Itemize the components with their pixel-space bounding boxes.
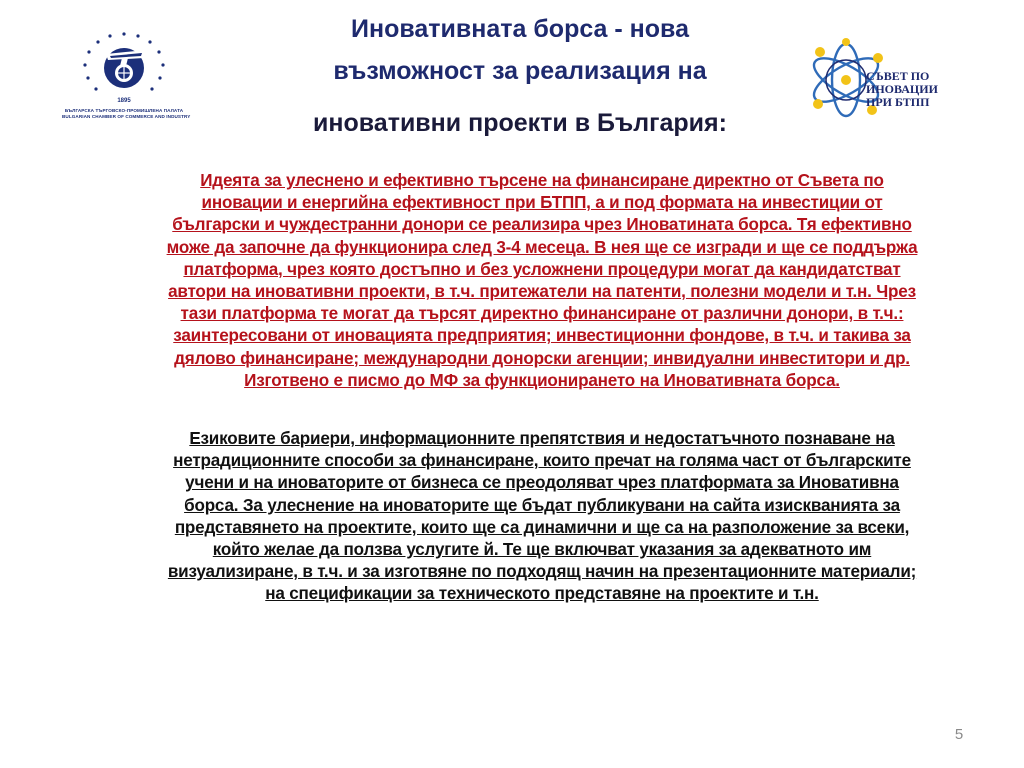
title-line-3: иновативни проекти в България: [313, 109, 727, 137]
bcci-emblem-icon [62, 28, 186, 108]
council-label-line-2: ИНОВАЦИИ [866, 82, 938, 96]
title-line-1: Иновативната борса - нова [351, 15, 689, 43]
bcci-year: 1895 [117, 98, 131, 104]
red-paragraph: Идеята за улеснено и ефективно търсене на финансиране директно от Съвета по иновации и енергийна ефективност при БТПП, а и под формата на инвестиции от български и чуждестранни донори се реализира чрез Иноватината борса. Тя ефективно може да започне да функционира след 3-4 месеца. В нея ще се изгради и ще се поддържа платформа, чрез която достъпно и без усложнени процедури могат да кандидатстват автори на иновативни проекти, в т.ч. притежатели на патенти, полезни модели и т.н. Чрез тази платформа те могат да търсят директно финансиране от различни донори, в т.ч.: заинтересовани от иновацията предприятия; инвестиционни фондове, в т.ч. и такива за дялово финансиране; международни донорски агенции; инвидуални инвеститори и др. Изготвено е писмо до МФ за функционирането на Иновативната борса. [166, 171, 918, 390]
bcci-caption-bg: БЪЛГАРСКА ТЪРГОВСКО-ПРОМИШЛЕНА ПАЛАТА [64, 108, 184, 113]
innovation-council-logo [808, 30, 983, 130]
bcci-caption-en: BULGARIAN CHAMBER OF COMMERCE AND INDUSTRY [62, 114, 191, 119]
council-label-line-3: ПРИ БТПП [866, 95, 930, 109]
title-line-2: възможност за реализация на [333, 57, 707, 85]
bcci-logo [62, 28, 191, 124]
slide-title [250, 8, 790, 144]
black-paragraph: Езиковите бариери, информационните препятствия и недостатъчното познаване на нетрадиционните способи за финансиране, които пречат на голяма част от българските учени и на иноваторите от бизнеса се преодоляват чрез платформата за Иновативна борса. За улеснение на иноваторите ще бъдат публикувани на сайта изискванията за представянето на проектите, които ще са динамични и ще са на разположение за всеки, който желае да ползва услугите й. Те ще включват указания за адекватното им визуализиране, в т.ч. и за изготвяне по подходящ начин на презентационните материали; на спецификации за техническото представяне на проектите и т.н. [167, 429, 917, 604]
page-number: 5 [954, 726, 964, 743]
council-label-line-1: СЪВЕТ ПО [866, 69, 930, 83]
